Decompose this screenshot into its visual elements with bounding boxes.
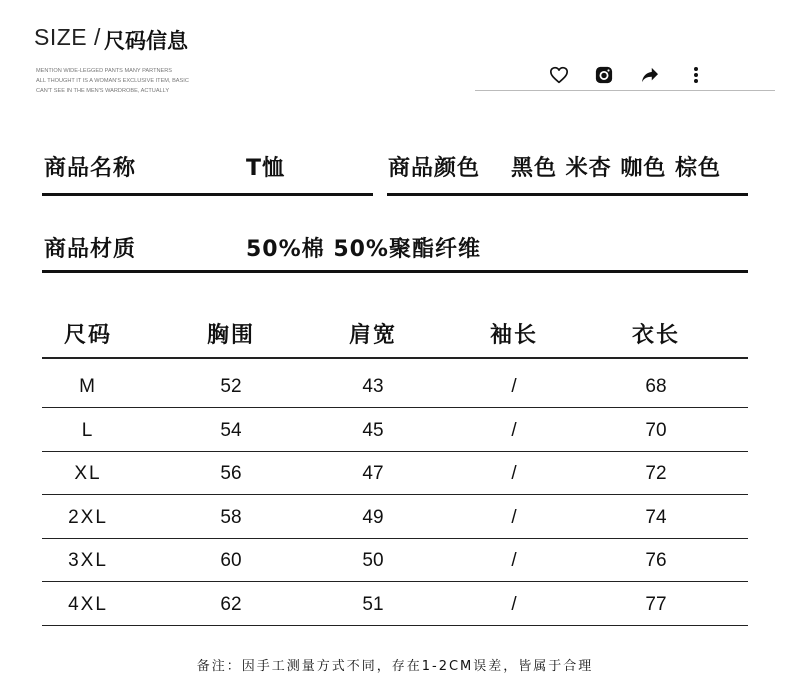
table-cell: /: [511, 506, 517, 528]
table-cell: 58: [220, 506, 242, 528]
table-cell: 62: [220, 594, 242, 615]
subtext-line: ALL THOUGHT IT IS A WOMAN'S EXCLUSIVE ITEM, BASIC: [36, 78, 189, 84]
table-cell: /: [511, 376, 517, 397]
table-cell: 2XL: [68, 506, 108, 528]
camera-icon[interactable]: [593, 64, 615, 86]
table-header: 肩宽: [348, 323, 397, 348]
table-row-divider: [42, 407, 748, 408]
table-cell: M: [79, 376, 97, 397]
page-title-cn: 尺码信息: [104, 29, 188, 53]
product-color-value: 黑色 米杏 咖色 棕色: [511, 156, 721, 181]
table-cell: 76: [645, 550, 667, 572]
subtext-line: MENTION WIDE-LEGGED PANTS MANY PARTNERS: [36, 68, 173, 74]
table-header-rule: [42, 357, 748, 359]
product-material-label: 商品材质: [44, 237, 137, 262]
subtext-line: CAN'T SEE IN THE MEN'S WARDROBE, ACTUALLY: [36, 88, 170, 94]
heart-icon[interactable]: [548, 64, 570, 86]
table-cell: 3XL: [68, 550, 108, 572]
product-color-label: 商品颜色: [388, 156, 481, 181]
table-cell: 52: [220, 376, 242, 397]
table-cell: XL: [74, 463, 102, 485]
table-row-divider: [42, 538, 748, 539]
share-icon[interactable]: [639, 64, 661, 86]
action-icons: [548, 64, 708, 86]
info-rule: [42, 193, 373, 196]
table-row-divider: [42, 625, 748, 626]
table-cell: 51: [362, 594, 384, 615]
table-cell: 70: [645, 419, 667, 441]
table-cell: 77: [645, 594, 667, 615]
table-cell: 68: [645, 376, 667, 397]
table-row-divider: [42, 494, 748, 495]
table-cell: 50: [362, 550, 384, 572]
table-cell: 49: [362, 506, 384, 528]
table-cell: 4XL: [68, 594, 108, 615]
table-cell: 47: [362, 463, 384, 485]
table-row-divider: [42, 581, 748, 582]
more-vertical-icon[interactable]: [685, 64, 707, 86]
table-cell: 60: [220, 550, 242, 572]
table-cell: 45: [362, 419, 384, 441]
table-header: 衣长: [631, 323, 680, 348]
info-rule: [387, 193, 748, 196]
footnote: 备注：因手工测量方式不同，存在1-2CM误差，皆属于合理: [196, 659, 594, 674]
table-cell: 74: [645, 506, 667, 528]
page-title-en: SIZE /: [34, 24, 101, 50]
product-material-value: 50%棉 50%聚酯纤维: [246, 237, 481, 262]
header-subtext: [36, 66, 189, 96]
product-name-label: 商品名称: [44, 156, 137, 181]
table-header: 胸围: [206, 323, 255, 348]
table-cell: 43: [362, 376, 384, 397]
table-cell: L: [81, 419, 95, 441]
table-header: 袖长: [489, 323, 538, 348]
table-cell: 72: [645, 463, 667, 485]
table-cell: /: [511, 550, 517, 572]
table-header: 尺码: [63, 323, 112, 348]
table-cell: /: [511, 594, 517, 615]
table-row-divider: [42, 451, 748, 452]
info-rule: [42, 270, 748, 273]
table-cell: 56: [220, 463, 242, 485]
table-cell: /: [511, 463, 517, 485]
table-cell: 54: [220, 419, 242, 441]
table-cell: /: [511, 419, 517, 441]
product-name-value: T恤: [246, 156, 286, 181]
icons-divider: [475, 90, 775, 91]
